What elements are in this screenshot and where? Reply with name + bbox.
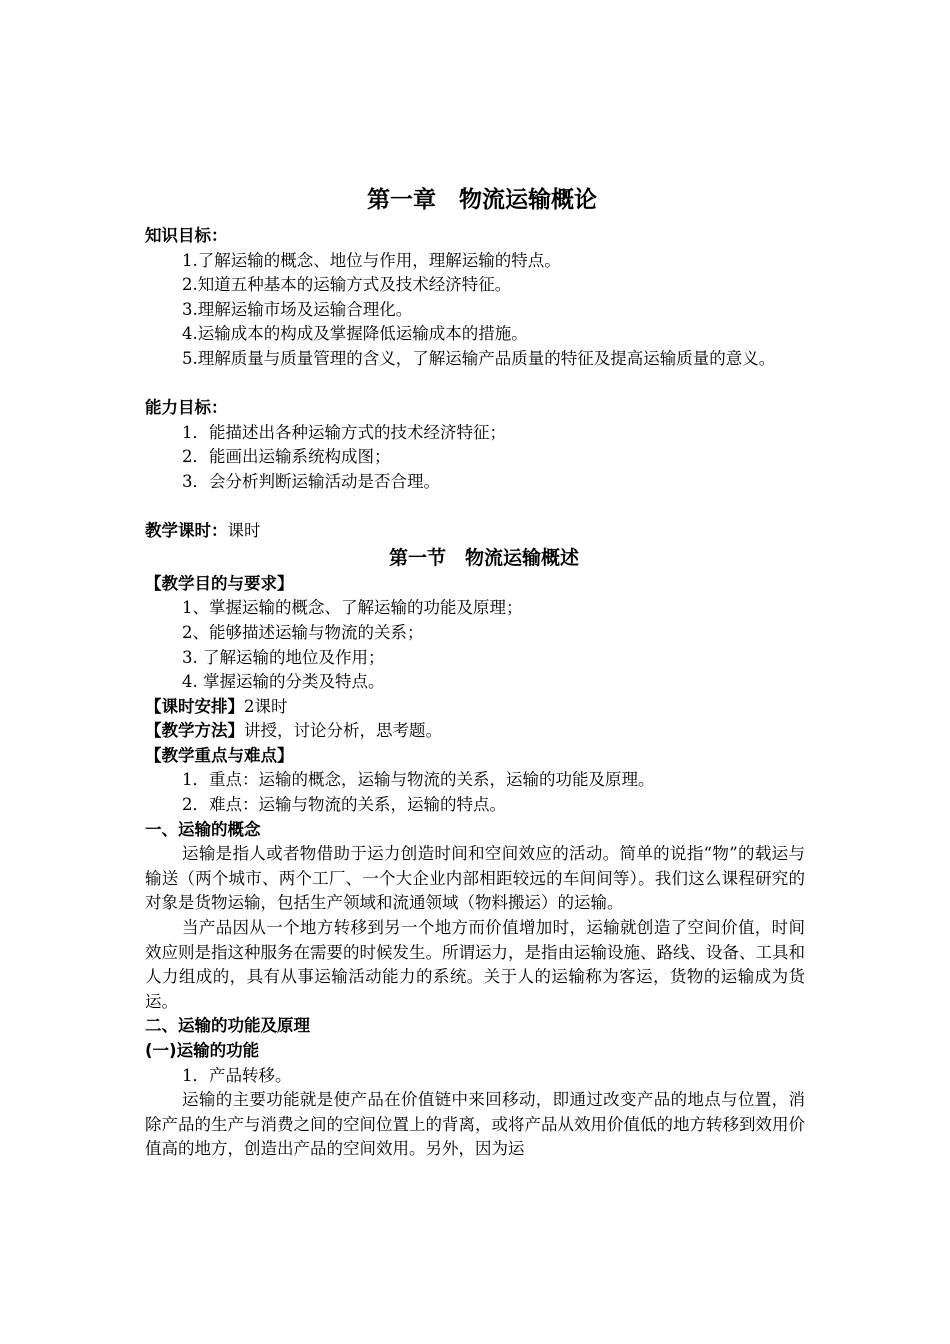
teaching-aim-item: 1、掌握运输的概念、了解运输的功能及原理； <box>182 598 523 618</box>
concept-paragraph: 当产品因从一个地方转移到另一个地方而价值增加时，运输就创造了空间价值，时间效应则是指这种服务在需要的时候发生。所谓运力，是指由运输设施、路线、设备、工具和人力组成的，具有从事运输活动能力的系统。关于人的运输称为客运，货物的运输成为货运。 <box>145 918 805 1011</box>
teaching-aims-heading: 【教学目的与要求】 <box>145 573 294 593</box>
class-hours-label: 教学课时： <box>145 521 228 541</box>
schedule-line <box>145 695 805 720</box>
functions-heading: 二、运输的功能及原理 <box>145 1016 310 1036</box>
method-line <box>145 719 805 744</box>
ability-goal-item: 2．能画出运输系统构成图； <box>182 447 391 467</box>
document-page <box>145 180 805 1162</box>
teaching-aim-item: 3. 了解运输的地位及作用； <box>182 647 385 667</box>
concept-heading: 一、运输的概念 <box>145 819 261 839</box>
ability-goal-item: 1．能描述出各种运输方式的技术经济特征； <box>182 422 506 442</box>
concept-paragraph: 运输是指人或者物借助于运力创造时间和空间效应的活动。简单的说指“物”的载运与输送（两个城市、两个工厂、一个大企业内部相距较远的车间间等）。我们这么课程研究的对象是货物运输，包括生产领域和流通领域（物料搬运）的运输。 <box>145 844 805 913</box>
functions-subheading: (一)运输的功能 <box>145 1041 260 1060</box>
key-points-heading: 【教学重点与难点】 <box>145 745 294 765</box>
knowledge-goal-item: 3.理解运输市场及运输合理化。 <box>182 299 413 319</box>
method-label: 【教学方法】 <box>145 721 244 741</box>
method-value: 讲授，讨论分析，思考题。 <box>244 721 442 741</box>
knowledge-goal-item: 5.理解质量与质量管理的含义，了解运输产品质量的特征及提高运输质量的意义。 <box>182 348 776 368</box>
knowledge-goal-item: 1.了解运输的概念、地位与作用，理解运输的特点。 <box>182 250 561 270</box>
ability-goal-item: 3．会分析判断运输活动是否合理。 <box>182 471 440 491</box>
functions-paragraph: 运输的主要功能就是使产品在价值链中来回移动，即通过改变产品的地点与位置，消除产品的生产与消费之间的空间位置上的背离，或将产品从效用价值低的地方转移到效用价值高的地方，创造出产品的空间效用。另外，因为运 <box>145 1090 805 1159</box>
functions-item: 1．产品转移。 <box>182 1065 292 1085</box>
knowledge-goals-heading: 知识目标： <box>145 226 228 245</box>
key-point-item: 2．难点：运输与物流的关系，运输的特点。 <box>182 795 506 815</box>
teaching-aim-item: 2、能够描述运输与物流的关系； <box>182 622 424 642</box>
schedule-label: 【课时安排】 <box>145 696 244 716</box>
chapter-title: 第一章 物流运输概论 <box>367 187 597 213</box>
key-point-item: 1．重点：运输的概念，运输与物流的关系，运输的功能及原理。 <box>182 770 655 790</box>
class-hours-value: 课时 <box>227 521 261 541</box>
teaching-aim-item: 4. 掌握运输的分类及特点。 <box>182 672 385 692</box>
class-hours-line <box>145 519 805 544</box>
section-title: 第一节 物流运输概述 <box>388 546 579 569</box>
ability-goals-heading: 能力目标： <box>145 398 228 418</box>
spacer <box>145 372 805 397</box>
schedule-value: 2课时 <box>244 696 288 716</box>
spacer <box>145 495 805 520</box>
knowledge-goal-item: 2.知道五种基本的运输方式及技术经济特征。 <box>182 275 512 295</box>
knowledge-goal-item: 4.运输成本的构成及掌握降低运输成本的措施。 <box>182 324 528 344</box>
